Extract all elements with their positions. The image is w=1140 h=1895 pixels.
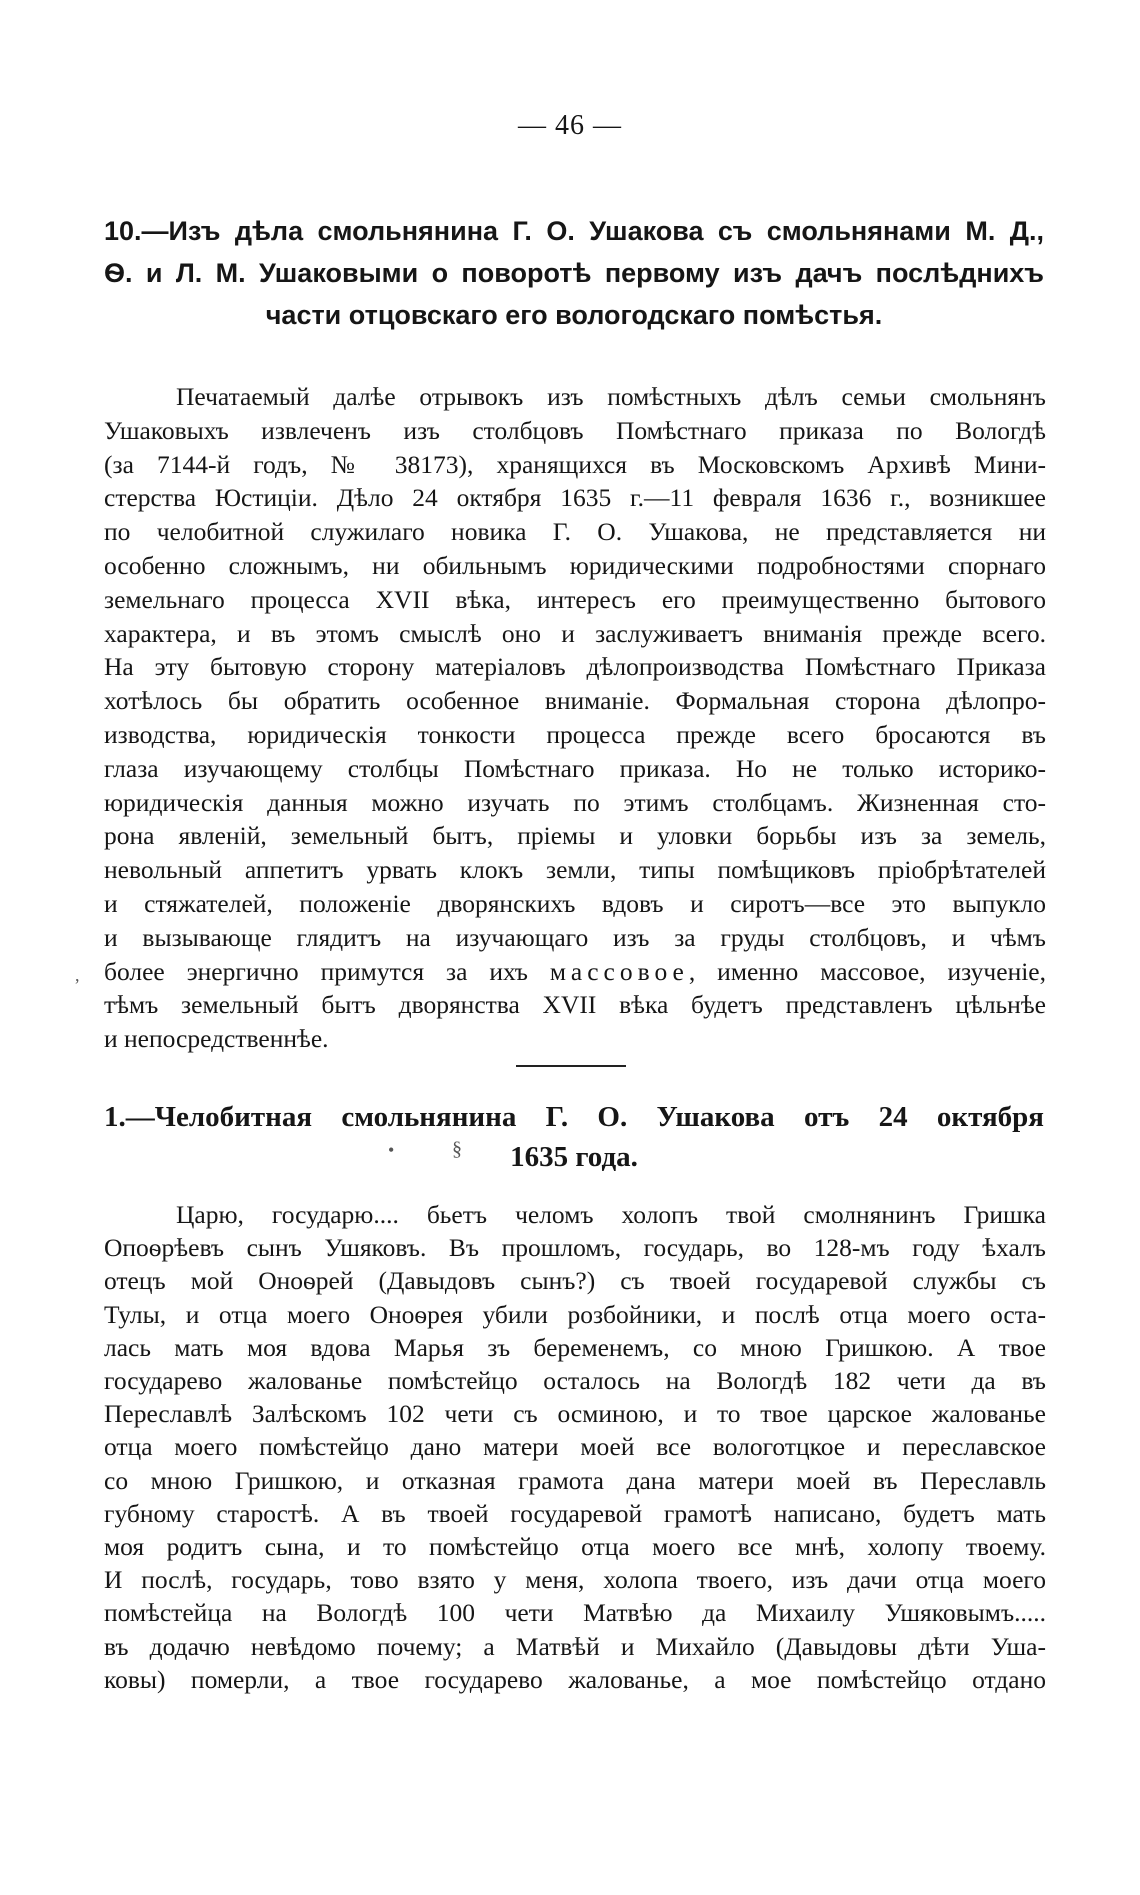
text-line: изводства, юридическія тонкости процесса прежде всего бросаются въ (104, 719, 1046, 749)
text-line: (за 7144-й годъ, № 38173), хранящихся въ Московскомъ Архивѣ Мини- (104, 449, 1046, 479)
text-line: стерства Юстиціи. Дѣло 24 октября 1635 г.—11 февраля 1636 г., возникшее (104, 483, 1046, 513)
text-line: со мною Гришкою, и отказная грамота дана матери моей въ Переславль (104, 1465, 1046, 1495)
section-heading (104, 210, 1044, 336)
text-line: рона явленій, земельный бытъ, пріемы и уловки борьбы изъ за земель, (104, 821, 1046, 851)
petition-paragraph (104, 1198, 1046, 1696)
text-line: характера, и въ этомъ смыслѣ оно и заслуживаетъ вниманія прежде всего. (104, 618, 1046, 648)
section-divider-rule (516, 1065, 626, 1067)
text-fragment: , именно массовое, изученіе, (688, 956, 1046, 986)
text-line: Опоѳрѣевъ сынъ Ушяковъ. Въ прошломъ, государь, во 128-мъ году ѣхалъ (104, 1233, 1046, 1263)
intro-paragraph (104, 380, 1046, 1056)
stray-mark: § (452, 1138, 462, 1160)
document-heading (104, 1097, 1044, 1177)
text-line: ковы) померли, а твое государево жалованье, а мое помѣстейцо отдано (104, 1664, 1046, 1694)
text-line-spaced-emphasis (104, 955, 1046, 989)
stray-mark: • (388, 1140, 395, 1160)
text-line: Царю, государю.... бьетъ челомъ холопъ твой смолнянинъ Гришка (176, 1200, 1046, 1229)
text-line: особенно сложнымъ, ни обильнымъ юридическими подробностями спорнаго (104, 550, 1046, 580)
text-line: Печатаемый далѣе отрывокъ изъ помѣстныхъ дѣлъ семьи смольнянъ (176, 382, 1046, 411)
text-line: отца моего помѣстейцо дано матери моей все вологотцкое и переславское (104, 1432, 1046, 1462)
spaced-emphasis: массовое (549, 956, 689, 986)
text-line: На эту бытовую сторону матеріаловъ дѣлопроизводства Помѣстнаго Приказа (104, 652, 1046, 682)
text-fragment: более энергично примутся за ихъ (104, 956, 550, 986)
text-line: лась мать моя вдова Марья зъ беременемъ, со мною Гришкою. А твое (104, 1332, 1046, 1362)
text-line: Переславлѣ Залѣскомъ 102 чети съ осминою, и то твое царское жалованье (104, 1399, 1046, 1429)
text-line: и непосредственнѣе. (104, 1024, 329, 1054)
heading-line: части отцовскаго его вологодскаго помѣстья. (265, 300, 883, 330)
text-line: отецъ мой Оноѳрей (Давыдовъ сынъ?) съ твоей государевой службы съ (104, 1266, 1046, 1296)
text-line: глаза изучающему столбцы Помѣстнаго приказа. Но не только историко- (104, 753, 1046, 783)
text-line: тѣмъ земельный бытъ дворянства XVII вѣка будетъ представленъ цѣльнѣе (104, 990, 1046, 1020)
text-line: и вызывающе глядитъ на изучающаго изъ за груды столбцовъ, и чѣмъ (104, 922, 1046, 952)
stray-mark: , (75, 965, 80, 985)
text-line: губному старостѣ. А въ твоей государевой грамотѣ написано, будетъ мать (104, 1498, 1046, 1528)
text-line: Тулы, и отца моего Оноѳрея убили розбойники, и послѣ отца моего оста- (104, 1299, 1046, 1329)
heading-line: 1635 года. (510, 1141, 638, 1173)
text-line: И послѣ, государь, тово взято у меня, холопа твоего, изъ дачи отца моего (104, 1565, 1046, 1595)
text-line: по челобитной служилаго новика Г. О. Ушакова, не представляется ни (104, 517, 1046, 547)
text-line: хотѣлось бы обратить особенное вниманіе. Формальная сторона дѣлопро- (104, 686, 1046, 716)
heading-line: Ѳ. и Л. М. Ушаковыми о поворотѣ первому изъ дачъ послѣднихъ (104, 258, 1044, 288)
text-line: и стяжателей, положеніе дворянскихъ вдовъ и сиротъ—все это выпукло (104, 888, 1046, 918)
text-line: земельнаго процесса XVII вѣка, интересъ его преимущественно бытового (104, 584, 1046, 614)
heading-line: 1.—Челобитная смольнянина Г. О. Ушакова отъ 24 октября (104, 1101, 1044, 1133)
text-line: помѣстейца на Вологдѣ 100 чети Матвѣю да Михаилу Ушяковымъ..... (104, 1598, 1046, 1628)
text-line: юридическія данныя можно изучать по этимъ столбцамъ. Жизненная сто- (104, 787, 1046, 817)
text-line: невольный аппетитъ урвать клокъ земли, типы помѣщиковъ пріобрѣтателей (104, 855, 1046, 885)
page-number: — 46 — (518, 110, 622, 141)
text-line: моя родитъ сына, и то помѣстейцо отца моего все мнѣ, холопу твоему. (104, 1532, 1046, 1562)
text-line: въ додачю невѣдомо почему; а Матвѣй и Михайло (Давыдовы дѣти Ушa- (104, 1631, 1046, 1661)
text-line: Ушаковыхъ извлеченъ изъ столбцовъ Помѣстнаго приказа по Вологдѣ (104, 415, 1046, 445)
heading-line: 10.—Изъ дѣла смольнянина Г. О. Ушакова съ смольнянами М. Д., (104, 216, 1044, 246)
text-line: государево жалованье помѣстейцо осталось на Вологдѣ 182 чети да въ (104, 1366, 1046, 1396)
